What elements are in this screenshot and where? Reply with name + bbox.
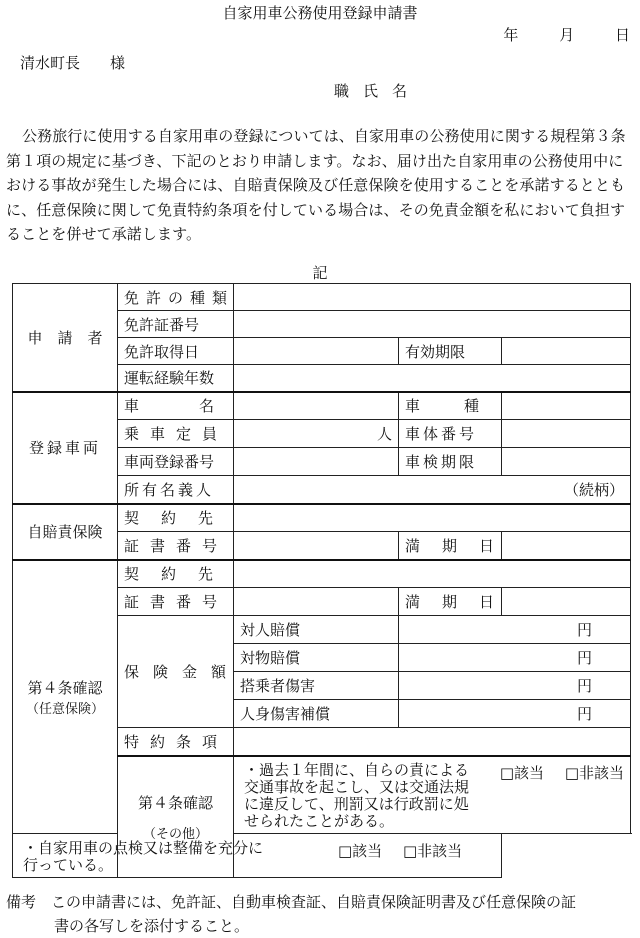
question-1-text: ・過去１年間に、自らの責による交通事故を起こし、又は交通法規に違反して、刑罰又は行政罰に処せられたことがある。 [244,760,470,830]
field-inspection-period[interactable] [502,448,631,476]
section-applicant: 申 請 者 [13,284,118,392]
amount-field-2[interactable] [399,672,631,700]
date-line [503,24,630,45]
section-art4-optional [13,560,118,834]
yen-unit: 円 [577,677,593,695]
field-opt-cert[interactable] [234,588,399,616]
label-owner: 所有名義人 [118,476,234,504]
q2-no-checkbox[interactable]: □非該当 [402,842,463,860]
question-2 [13,834,502,878]
label-body-number: 車体番号 [399,420,502,448]
q1-no-checkbox[interactable]: □非該当 [564,763,625,782]
art4-optional-title: 第４条確認 [27,678,103,697]
amount-label-2: 搭乗者傷害 [234,672,399,700]
date-year: 年 [503,26,519,44]
art4-optional-subtitle: （任意保険） [25,701,104,717]
amount-label-0: 対人賠償 [234,616,399,644]
field-body-number[interactable] [502,420,631,448]
remark [6,890,636,938]
field-license-number[interactable] [234,311,631,338]
yen-unit: 円 [577,649,593,667]
label-license-type [118,284,234,311]
applicant-name-label: 職氏名 [334,82,422,100]
question-1 [234,756,631,834]
amount-field-0[interactable] [399,616,631,644]
amount-label-3: 人身傷害補償 [234,700,399,728]
date-month: 月 [559,26,575,44]
yen-unit: 円 [577,705,593,723]
relation-label: （続柄） [564,480,625,499]
section-cali: 自賠責保険 [13,504,118,560]
field-cali-cert[interactable] [234,532,399,560]
application-table [12,283,631,878]
label-expiry: 有効期限 [399,338,502,365]
label-cali-insurer: 契約先 [118,504,234,532]
label-capacity: 乗車定員 [118,420,234,448]
body-paragraph: 公務旅行に使用する自家用車の登録については、自家用車の公務使用に関する規程第３条第１項の規定に基づき、下記のとおり申請します。なお、届け出た自家用車の公務使用中における事故が発生した場合には、自賠責保険及び任意保険を使用することを承諾するとともに、任意保険に関して免責特約条項を付している場合は、その免責金額を私において負担することを併せて承諾します。 [6,127,626,244]
question-2-checks [338,840,462,861]
label-char: 許 [145,288,161,307]
section-vehicle: 登録車両 [13,392,118,504]
art4-other-subtitle: （その他） [142,826,208,842]
field-special-terms[interactable] [234,728,631,756]
question-2-text: ・自家用車の点検又は整備を充分に行っている。 [23,839,264,874]
field-cali-insurer[interactable] [234,504,631,532]
field-owner[interactable] [234,476,631,504]
label-car-name: 車名 [118,392,234,420]
capacity-unit: 人 [376,425,392,443]
date-day: 日 [614,26,630,44]
field-cali-maturity[interactable] [502,532,631,560]
addressee: 清水町長 様 [20,54,126,72]
label-opt-cert: 証書番号 [118,588,234,616]
license-type-text [124,287,227,308]
remark-line-2: 書の各写しを添付すること。 [54,917,250,935]
field-experience[interactable] [234,365,631,392]
label-license-date: 免許取得日 [118,338,234,365]
label-char: の [167,288,183,307]
label-inspection-period: 車検期限 [399,448,502,476]
label-char: 免 [124,288,140,307]
label-registration-number: 車両登録番号 [118,448,234,476]
q2-yes-checkbox[interactable]: □該当 [338,842,383,860]
label-char: 種 [189,288,205,307]
question-1-checks [500,762,624,783]
field-registration-number[interactable] [234,448,399,476]
field-opt-insurer[interactable] [234,560,631,588]
label-cali-cert: 証書番号 [118,532,234,560]
yen-unit: 円 [577,621,593,639]
remark-line-1: 備考 この申請書には、免許証、自動車検査証、自賠責保険証明書及び任意保険の証 [6,893,577,911]
label-cali-maturity: 満期日 [399,532,502,560]
label-car-type: 車種 [399,392,502,420]
field-expiry[interactable] [502,338,631,365]
field-license-date[interactable] [234,338,399,365]
field-opt-maturity[interactable] [502,588,631,616]
q1-yes-checkbox[interactable]: □該当 [499,763,545,782]
label-insurance-amount: 保険金額 [118,616,234,728]
amount-field-1[interactable] [399,644,631,672]
label-special-terms: 特約条項 [118,728,234,756]
label-license-number: 免許証番号 [118,311,234,338]
amount-label-1: 対物賠償 [234,644,399,672]
document-title: 自家用車公務使用登録申請書 [222,4,418,22]
label-opt-maturity: 満期日 [399,588,502,616]
field-license-type[interactable] [234,284,631,311]
label-opt-insurer: 契約先 [118,560,234,588]
amount-field-3[interactable] [399,700,631,728]
label-experience: 運転経験年数 [118,365,234,392]
art4-other-title: 第４条確認 [137,793,213,812]
field-capacity[interactable] [234,420,399,448]
ki-heading: 記 [312,264,328,282]
label-char: 類 [211,288,227,307]
